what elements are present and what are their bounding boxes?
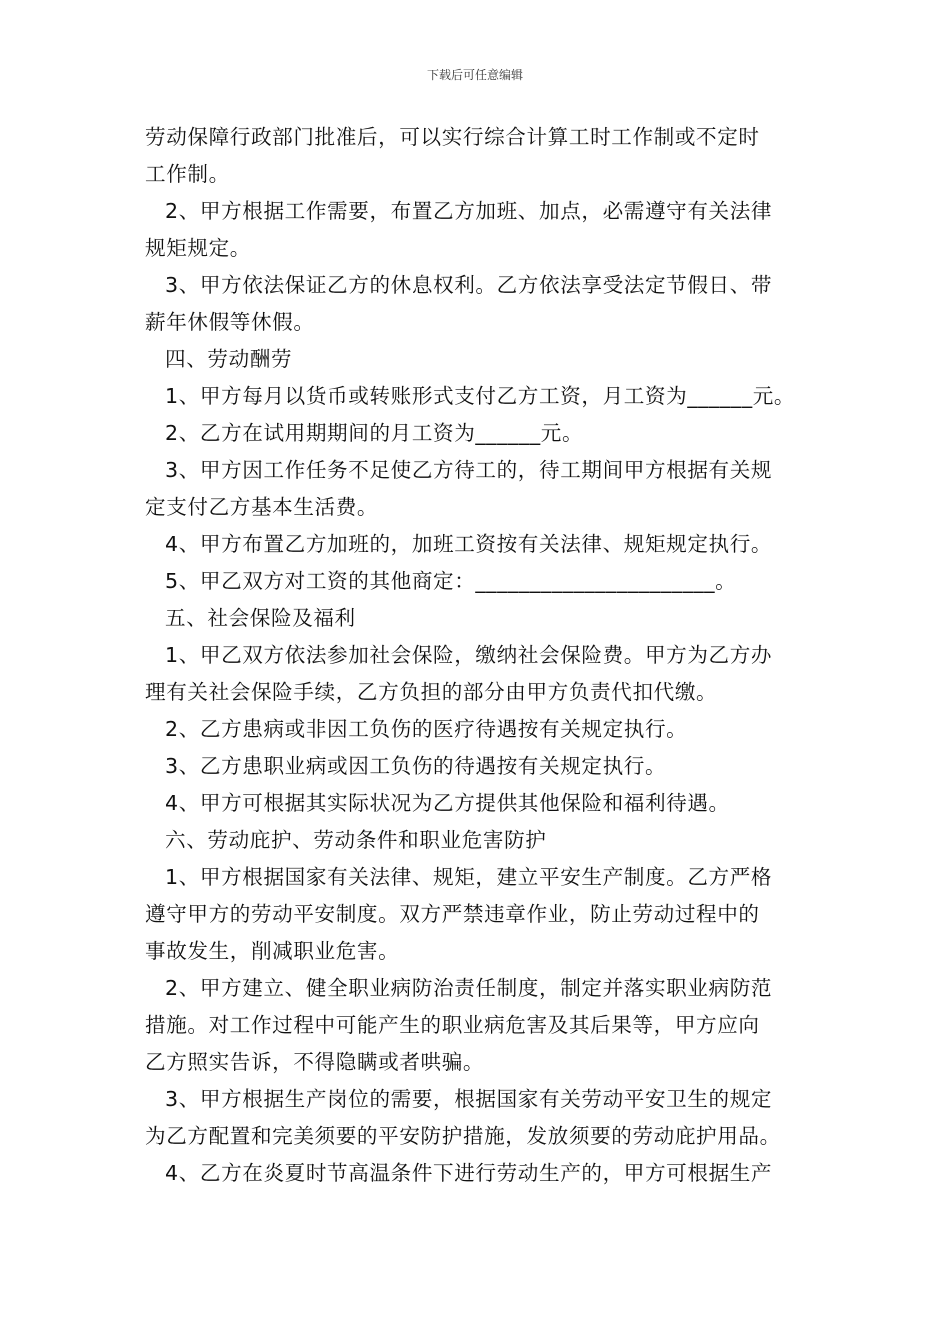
text-line: 1、甲方根据国家有关法律、规矩，建立平安生产制度。乙方严格 xyxy=(165,865,773,889)
text-line: 4、甲方可根据其实际状况为乙方提供其他保险和福利待遇。 xyxy=(165,791,730,815)
text-line: 1、甲乙双方依法参加社会保险，缴纳社会保险费。甲方为乙方办 xyxy=(165,643,773,667)
text-line: 为乙方配置和完美须要的平安防护措施，发放须要的劳动庇护用品。 xyxy=(145,1124,781,1148)
text-line: 定支付乙方基本生活费。 xyxy=(145,495,379,519)
text-line: 3、甲方根据生产岗位的需要，根据国家有关劳动平安卫生的规定 xyxy=(165,1087,773,1111)
text-line: 4、甲方布置乙方加班的，加班工资按有关法律、规矩规定执行。 xyxy=(165,532,773,556)
text-line: 2、甲方根据工作需要，布置乙方加班、加点，必需遵守有关法律 xyxy=(165,199,773,223)
text-line: 2、乙方患病或非因工负伤的医疗待遇按有关规定执行。 xyxy=(165,717,688,741)
text-line: 劳动保障行政部门批准后，可以实行综合计算工时工作制或不定时 xyxy=(145,125,760,149)
text-line: 1、甲方每月以货币或转账形式支付乙方工资，月工资为______元。 xyxy=(165,384,796,408)
text-line: 3、甲方依法保证乙方的休息权利。乙方依法享受法定节假日、带 xyxy=(165,273,773,297)
text-line: 事故发生，削减职业危害。 xyxy=(145,939,400,963)
text-line: 理有关社会保险手续，乙方负担的部分由甲方负责代扣代缴。 xyxy=(145,680,718,704)
text-line: 规矩规定。 xyxy=(145,236,251,260)
text-line: 2、甲方建立、健全职业病防治责任制度，制定并落实职业病防范 xyxy=(165,976,773,1000)
text-line: 四、劳动酬劳 xyxy=(165,347,293,371)
page-header: 下载后可任意编辑 xyxy=(426,68,523,82)
text-line: 2、乙方在试用期期间的月工资为______元。 xyxy=(165,421,584,445)
text-line: 六、劳动庇护、劳动条件和职业危害防护 xyxy=(165,828,547,852)
text-line: 乙方照实告诉，不得隐瞒或者哄骗。 xyxy=(145,1050,485,1074)
text-line: 薪年休假等休假。 xyxy=(145,310,315,334)
text-line: 3、甲方因工作任务不足使乙方待工的，待工期间甲方根据有关规 xyxy=(165,458,773,482)
document-body xyxy=(145,119,817,1192)
text-line: 工作制。 xyxy=(145,162,230,186)
text-line: 五、社会保险及福利 xyxy=(165,606,356,630)
text-line: 5、甲乙双方对工资的其他商定：______________________。 xyxy=(165,569,737,593)
text-line: 4、乙方在炎夏时节高温条件下进行劳动生产的，甲方可根据生产 xyxy=(165,1161,773,1185)
text-line: 措施。对工作过程中可能产生的职业病危害及其后果等，甲方应向 xyxy=(145,1013,760,1037)
text-line: 3、乙方患职业病或因工负伤的待遇按有关规定执行。 xyxy=(165,754,667,778)
text-line: 遵守甲方的劳动平安制度。双方严禁违章作业，防止劳动过程中的 xyxy=(145,902,760,926)
